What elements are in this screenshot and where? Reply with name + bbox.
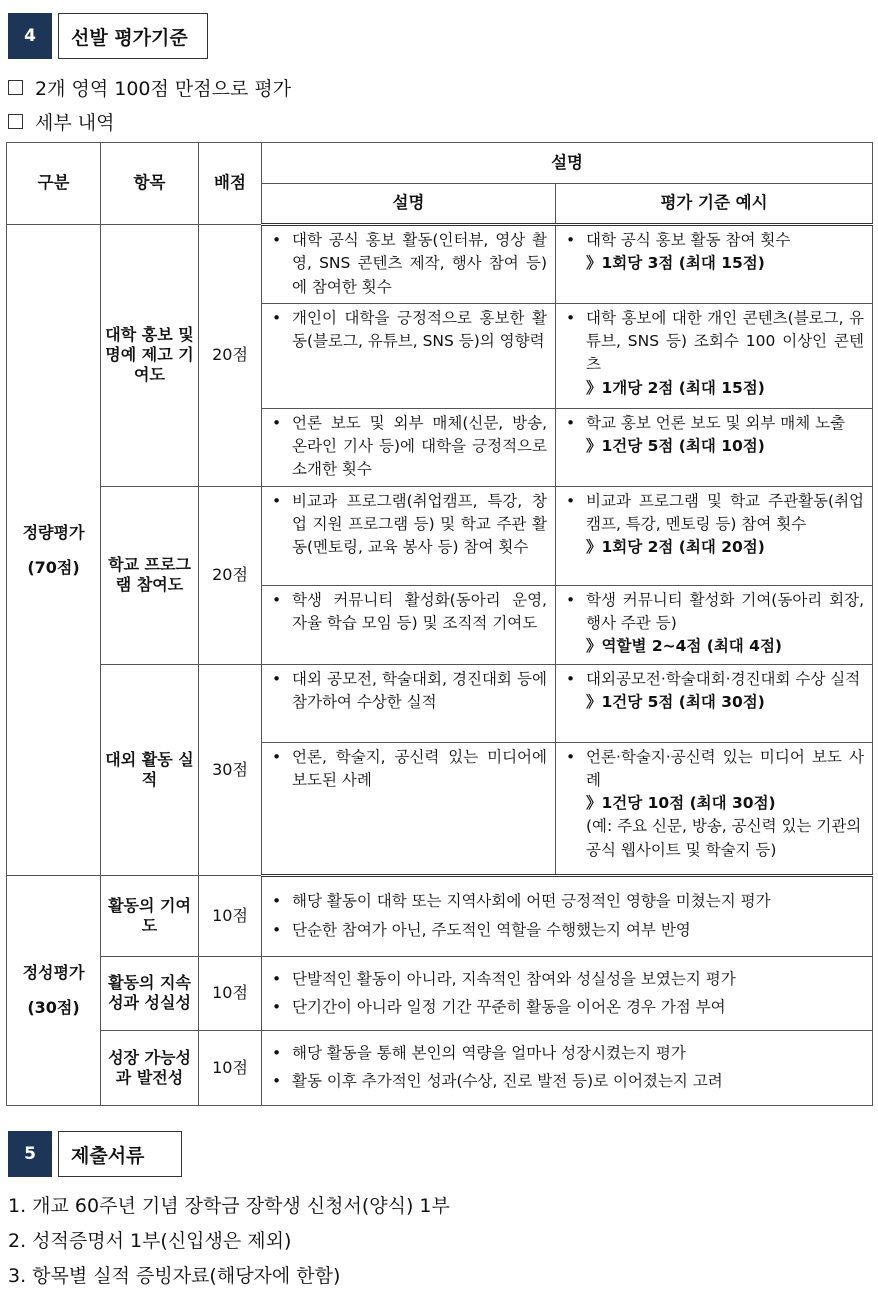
item-growth: 성장 가능성과 발전성 — [101, 1031, 199, 1106]
table-row: 활동의 지속성과 성실성 10점 • 단발적인 활동이 아니라, 지속적인 참여와 성실성을 보였는지 평가 • 단기간이 아니라 일정 기간 꾸준히 활동을 이어온 경우 가점 부여 — [7, 956, 873, 1031]
table-row: • 개인이 대학을 긍정적으로 홍보한 활동(블로그, 유튜브, SNS 등)의 영향력 • 대학 홍보에 대한 개인 콘텐츠(블로그, 유튜브, SNS 등) 조회수 100 이상인 콘텐츠 》1개당 2점 (최대 15점) — [7, 303, 873, 408]
header-explanation: 설명 — [262, 143, 873, 184]
category-qualitative: 정성평가 (30점) — [7, 875, 101, 1105]
table-row: • 언론, 학술지, 공신력 있는 미디어에 보도된 사례 • 언론·학술지·공신력 있는 미디어 보도 사례 》1건당 10점 (최대 30점) (예: 주요 신문, 방송, 공신력 있는 기관의 공식 웹사이트 및 학술지 등) — [7, 742, 873, 875]
item-consistency: 활동의 지속성과 성실성 — [101, 956, 199, 1031]
header-description: 설명 — [262, 184, 556, 225]
section-number-badge: 5 — [8, 1131, 52, 1177]
score-external: 30점 — [199, 664, 262, 875]
score-contribution: 10점 — [199, 875, 262, 956]
header-score: 배점 — [199, 143, 262, 225]
table-row: 정성평가 (30점) 활동의 기여도 10점 • 해당 활동이 대학 또는 지역사회에 어떤 긍정적인 영향을 미쳤는지 평가 • 단순한 참여가 아닌, 주도적인 역할을 수행했는지 여부 반영 — [7, 875, 873, 956]
checkbox-icon — [8, 114, 23, 129]
header-criteria: 평가 기준 예시 — [556, 184, 873, 225]
criteria-table — [6, 142, 873, 1106]
table-row: 성장 가능성과 발전성 10점 • 해당 활동을 통해 본인의 역량을 얼마나 성장시켰는지 평가 • 활동 이후 추가적인 성과(수상, 진로 발전 등)로 이어졌는지 고려 — [7, 1031, 873, 1106]
header-item: 항목 — [101, 143, 199, 225]
summary-line — [8, 74, 291, 101]
section-number-badge: 4 — [8, 13, 52, 59]
document-item-2: 2. 성적증명서 1부(신입생은 제외) — [8, 1230, 292, 1252]
item-program: 학교 프로그램 참여도 — [101, 486, 199, 664]
table-row: 학교 프로그램 참여도 20점 • 비교과 프로그램(취업캠프, 특강, 창업 지원 프로그램 등) 및 학교 주관 활동(멘토링, 교육 봉사 등) 참여 횟수 • 비교과 프로그램 및 학교 주관활동(취업 캠프, 특강, 멘토링 등) 참여 횟수 》1회당 2점 (최대 20점) — [7, 486, 873, 585]
category-quantitative: 정량평가 (70점) — [7, 225, 101, 876]
item-contribution: 활동의 기여도 — [101, 875, 199, 956]
table-row: • 언론 보도 및 외부 매체(신문, 방송, 온라인 기사 등)에 대학을 긍정적으로 소개한 횟수 • 학교 홍보 언론 보도 및 외부 매체 노출 》1건당 5점 (최대 10점) — [7, 408, 873, 486]
section-4-header — [8, 13, 208, 59]
table-row: 대외 활동 실적 30점 • 대외 공모전, 학술대회, 경진대회 등에 참가하여 수상한 실적 • 대외공모전·학술대회·경진대회 수상 실적 》1건당 5점 (최대 30점) — [7, 664, 873, 742]
score-program: 20점 — [199, 486, 262, 664]
detail-text: 세부 내역 — [35, 112, 115, 134]
document-item-3: 3. 항목별 실적 증빙자료(해당자에 한함) — [8, 1265, 341, 1287]
section-title: 제출서류 — [58, 1131, 182, 1177]
header-category: 구분 — [7, 143, 101, 225]
detail-line — [8, 108, 114, 135]
checkbox-icon — [8, 80, 23, 95]
table-row: 정량평가 (70점) 대학 홍보 및 명예 제고 기여도 20점 • 대학 공식 홍보 활동(인터뷰, 영상 촬영, SNS 콘텐츠 제작, 행사 참여 등)에 참여한 횟수 • 대학 공식 홍보 활동 참여 횟수 》1회당 3점 (최대 15점) — [7, 225, 873, 304]
table-row: • 학생 커뮤니티 활성화(동아리 운영, 자율 학습 모임 등) 및 조직적 기여도 • 학생 커뮤니티 활성화 기여(동아리 회장, 행사 주관 등) 》역할별 2~4점 (최대 4점) — [7, 585, 873, 664]
section-title: 선발 평가기준 — [58, 13, 208, 59]
score-consistency: 10점 — [199, 956, 262, 1031]
summary-text: 2개 영역 100점 만점으로 평가 — [35, 78, 292, 100]
section-5-header — [8, 1131, 182, 1177]
item-external: 대외 활동 실적 — [101, 664, 199, 875]
score-growth: 10점 — [199, 1031, 262, 1106]
item-promotion: 대학 홍보 및 명예 제고 기여도 — [101, 225, 199, 487]
document-item-1: 1. 개교 60주년 기념 장학금 장학생 신청서(양식) 1부 — [8, 1195, 450, 1217]
score-promotion: 20점 — [199, 225, 262, 487]
